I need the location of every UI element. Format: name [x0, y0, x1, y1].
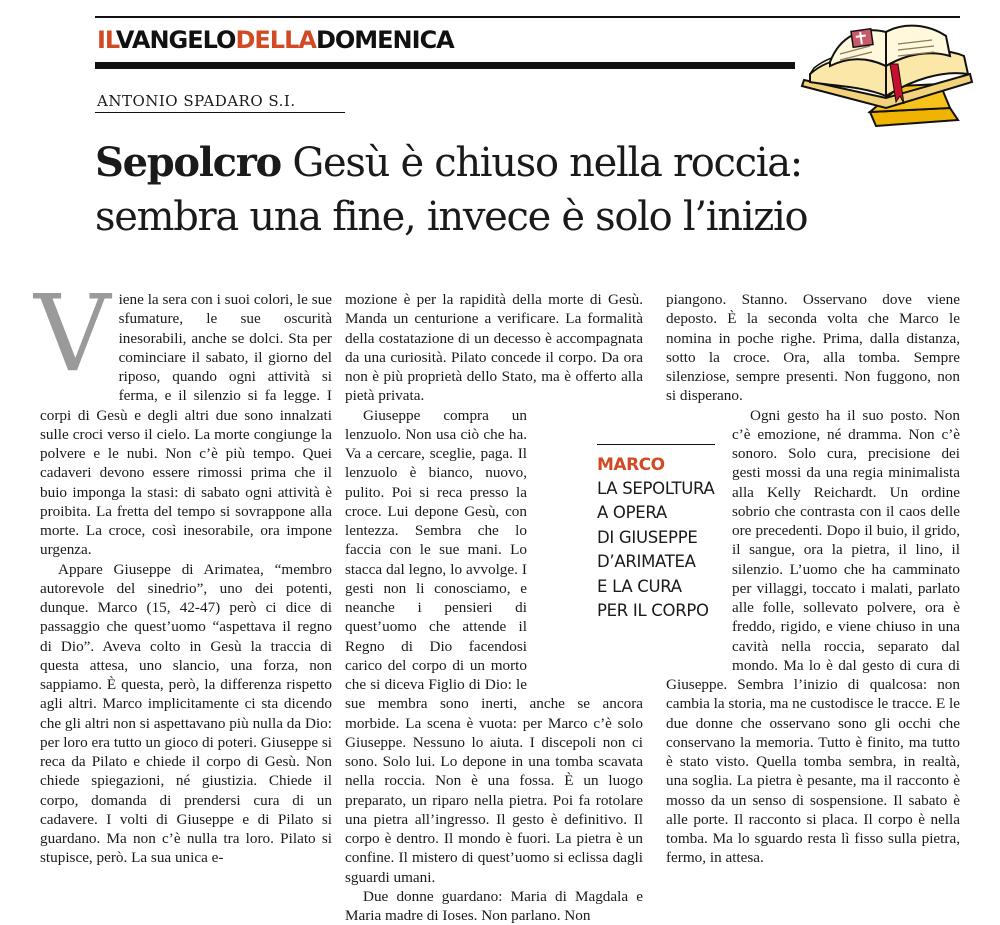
article-headline: [95, 136, 975, 244]
headline-rest: Gesù è chiuso nella roccia:: [292, 140, 802, 186]
paragraph: iene la sera con i suoi colori, le sue sfumature, le sue oscurità inesorabili, anche se dolci. Sta per cominciare il sabato, il giorno del riposo, quando ogni attività si ferma, e il silenzio si fa legge. I corpi di Gesù e degli altri due sono innalzati sulle croci verso il cielo. La morte congiunge la polvere e le nubi. Non c’è più tempo. Quei cadaveri devono essere rimossi prima che il buio imponga la stasi: di sabato ogni attività è proibita. La fretta del tempo si sovrappone alla morte. La croce, così inesorabile, ora impone urgenza.: [40, 291, 332, 559]
pull-quote: [597, 444, 715, 644]
pull-quote-line: D’ARIMATEA: [597, 552, 696, 572]
paragraph: Appare Giuseppe di Arimatea, “membro autorevole del sinedrio”, uno dei potenti, dunque. Marco (15, 42-47) però ci dice di passaggio che quest’uomo “aspettava il regno di Dio”. Aveva colto in Gesù la traccia di questa attesa, uno slancio, una forza, non sappiamo. È questa, però, la differenza rispetto agli altri. Marco implicitamente ci sta dicendo che gli altri non si aspettavano più nulla da Dio: per loro era tutto un gioco di poteri. Giuseppe si reca da Pilato e chiede il corpo di Gesù. Non chiede spiegazioni, né giustizia. Chiede il corpo, domanda di prendersi cura di un cadavere. I volti di Giuseppe e di Pilato si guardano. Ma non c’è nulla tra loro. Pilato si stupisce, però. La sua unica e-: [40, 560, 332, 867]
pull-quote-keyword: MARCO: [597, 455, 665, 475]
byline-rule: [95, 112, 345, 113]
paragraph: Due donne guardano: Maria di Magdala e Maria madre di Ioses. Non parlano. Non: [345, 887, 643, 924]
headline-lead: Sepolcro: [95, 139, 281, 186]
kicker-bar: [95, 62, 795, 69]
kicker-part: DELLA: [235, 26, 316, 54]
kicker-part: IL: [97, 26, 116, 54]
pull-quote-line: LA SEPOLTURA: [597, 479, 715, 498]
paragraph: Ogni gesto ha il suo posto. Non c’è emozione, né dramma. Non c’è sonoro. Solo cura, precisione dei gesti mossi da una regia minimalista alla Kelly Reichardt. Un ordine sobrio che contrasta con il caos delle ore precedenti. Dopo il buio, il grido, il sangue, ora la pietra, il lino, il silenzio. L’uomo che ha camminato per villaggi, toccato i malati, parlato alle folle, sollevato polvere, ora è freddo, rigido, e viene chiuso in una cavità nella roccia, separato dal mondo. Ma lo è dal gesto di cura di Giuseppe. Sembra l’inizio di qualcosa: non cambia la storia, ma ne custodisce le tracce. E le due donne che osservano sono gli occhi che conservano la memoria. Tutto è finito, ma tutto è stato visto. Quella tomba sembra, in realtà, una soglia. La pietra è pesante, ma il racconto è mosso da un senso di sospensione. Il sabato è alle porte. Il racconto si placa. Il corpo è nella tomba. Ma lo sguardo resta lì fisso sulla pietra, fermo, in attesa.: [666, 406, 960, 867]
paragraph: piangono. Stanno. Osservano dove viene deposto. È la seconda volta che Marco le nomina in poche righe. Prima, dalla distanza, sotto la croce. Ora, alla tomba. Sempre silenziose, sempre presenti. Non fuggono, non si disperano.: [666, 291, 960, 405]
article-column-1: [34, 272, 332, 868]
kicker-part: VANGELO: [115, 26, 236, 54]
kicker-part: DOMENICA: [315, 26, 454, 54]
headline-line2: sembra una fine, invece è solo l’inizio: [95, 194, 808, 240]
paragraph: Giuseppe compra un lenzuolo. Non usa ciò che ha. Va a cercare, sceglie, paga. Il lenzuolo è bianco, nuovo, pulito. Poi si reca presso la croce. Lui depone Gesù, con lentezza. Sembra che lo faccia con le sue mani. Lo stacca dal legno, lo avvolge. I gesti non li conosciamo, e neanche i pensieri di quest’uomo che attende il Regno di Dio facendosi carico del corpo di un morto che si diceva Figlio di Dio: le sue membra sono inerti, anche se ancora morbide. La scena è vuota: per Marco c’è solo Giuseppe. Nessuno lo aiuta. I discepoli non ci sono. Solo lui. Lo depone in una tomba scavata nella roccia. Non è una fossa. È un luogo preparato, un riparo nella pietra. Poi fa rotolare una pietra all’ingresso. Il gesto è definitivo. Il corpo è dentro. Il mondo è fuori. La pietra è un confine. Il mistero di quest’uomo si eclissa dagli sguardi umani.: [345, 406, 643, 886]
pull-quote-line: PER IL CORPO: [597, 601, 709, 621]
pull-quote-line: DI GIUSEPPE: [597, 527, 698, 547]
section-kicker: [97, 25, 454, 55]
pull-quote-line: A OPERA: [597, 503, 667, 523]
author-byline: ANTONIO SPADARO S.I.: [97, 92, 296, 110]
paragraph: mozione è per la rapidità della morte di Gesù. Manda un centurione a verificare. La formalità della costatazione di un decesso è accompagnata da una curiosità. Pilato concede il corpo. Da ora non è più proprietà dello Stato, ma è offerto alla pietà privata.: [345, 291, 643, 405]
pull-quote-line: E LA CURA: [597, 576, 682, 596]
open-bible-icon: [800, 16, 975, 130]
drop-cap: V: [34, 272, 111, 395]
